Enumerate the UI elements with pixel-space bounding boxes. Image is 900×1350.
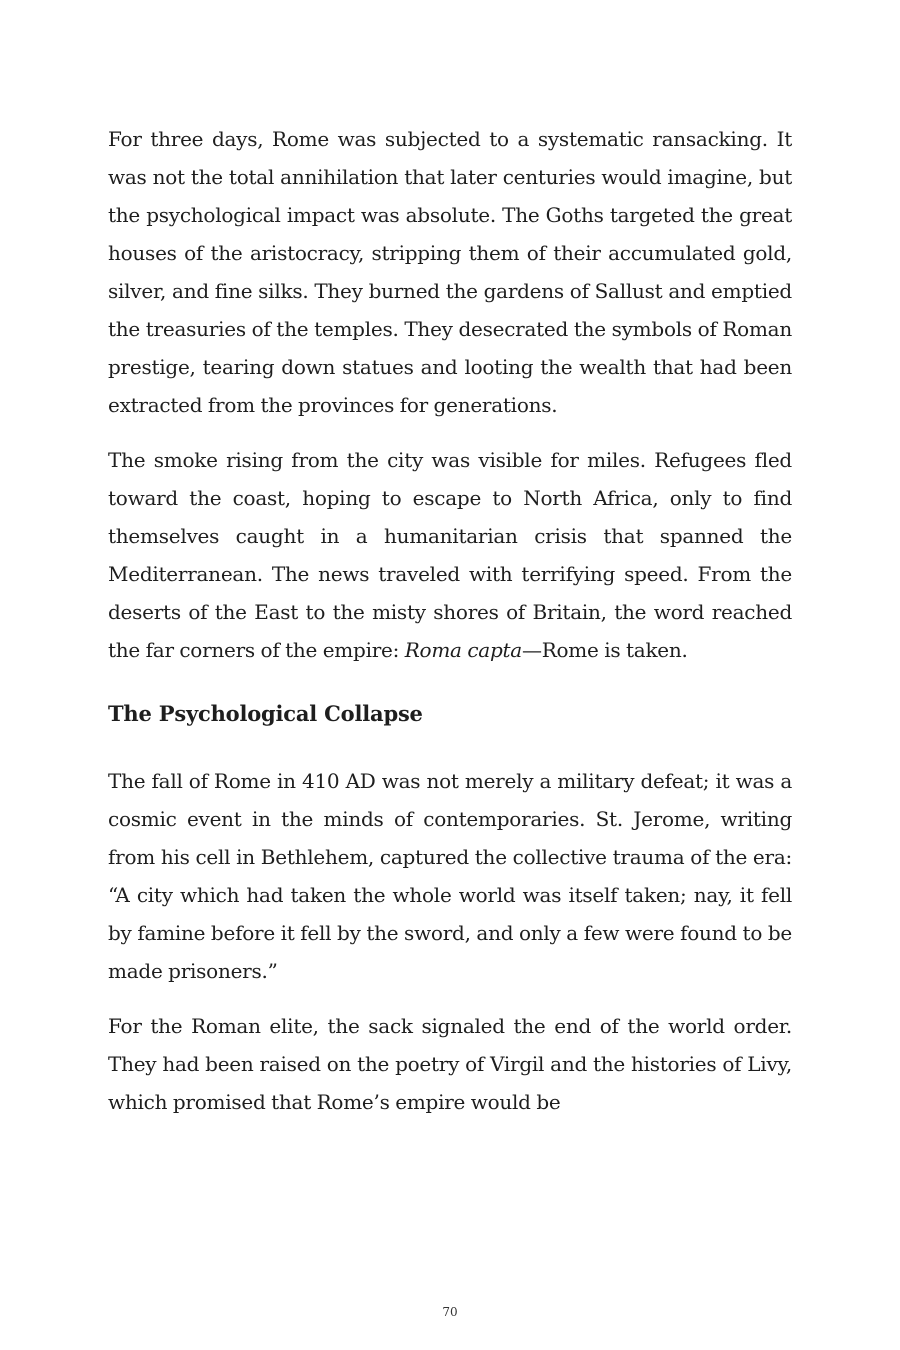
page-number: 70 xyxy=(442,1305,458,1319)
paragraph-ransacking: For three days, Rome was subjected to a systematic ransacking. It was not the total annihilation that later centuries would imagine, but the psychological impact was absolute. The Goths targeted the great houses of the aristocracy, stripping them of their accumulated gold, silver, and fine silks. They burned the gardens of Sallust and emptied the treasuries of the temples. They desecrated the symbols of Roman prestige, tearing down statues and looting the wealth that had been extracted from the provinces for generations. xyxy=(108,127,792,417)
paragraph-smoke-start: The smoke rising from the city was visible for miles. Refugees fled toward the coast, hoping to escape to North Africa, only to find themselves caught in a humanitarian crisis that spanned the Mediterranean. The news traveled with terrifying speed. From the deserts of the East to the misty shores of Britain, the word reached the far corners of the empire: xyxy=(108,448,792,662)
roma-capta-italic: Roma capta xyxy=(404,638,522,662)
paragraph-smoke xyxy=(108,441,792,669)
paragraph-smoke-end: —Rome is taken. xyxy=(521,638,688,662)
paragraph-roman-elite: For the Roman elite, the sack signaled the end of the world order. They had been raised on the poetry of Virgil and the histories of Livy, which promised that Rome’s empire would be xyxy=(108,1014,792,1114)
page-body xyxy=(108,120,792,1220)
section-heading: The Psychological Collapse xyxy=(108,701,423,726)
paragraph-fall-of-rome: The fall of Rome in 410 AD was not merely a military defeat; it was a cosmic event in the minds of contemporaries. St. Jerome, writing from his cell in Bethlehem, captured the collective trauma of the era: “A city which had taken the whole world was itself taken; nay, it fell by famine before it fell by the sword, and only a few were found to be made prisoners.” xyxy=(108,769,792,983)
